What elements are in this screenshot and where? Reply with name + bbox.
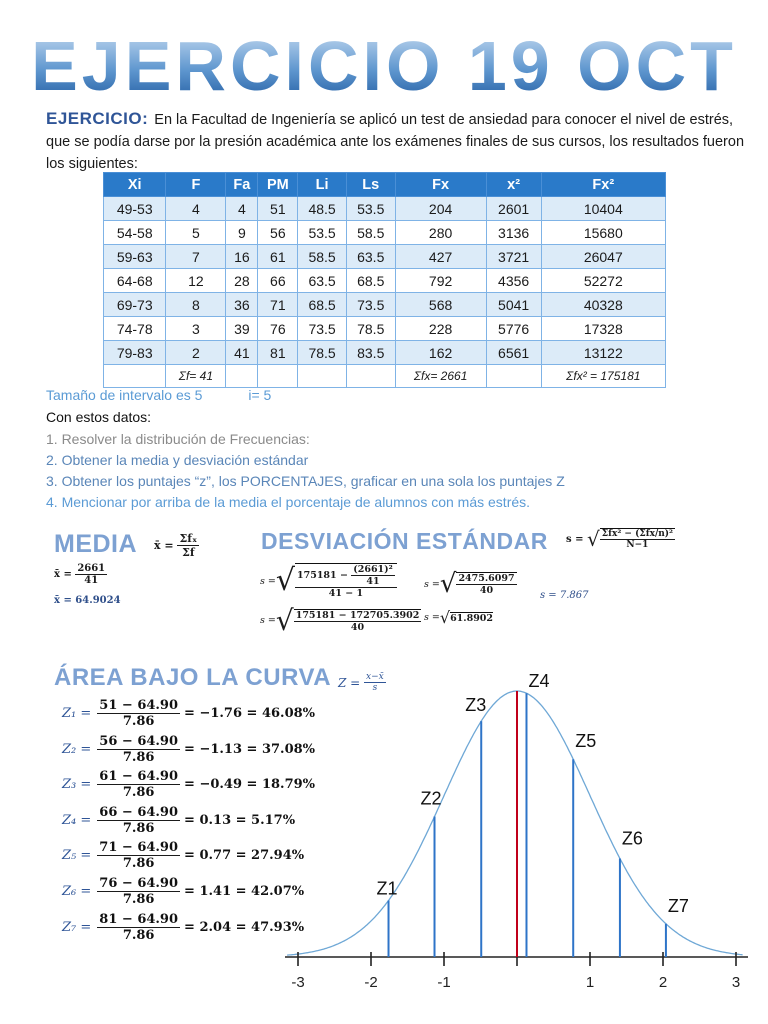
table-cell: 78.5 [298, 341, 347, 365]
table-header-cell: Fx² [541, 173, 665, 197]
instruction-item-4: 4. Mencionar por arriba de la media el porcentaje de alumnos con más estrés. [46, 494, 531, 510]
table-cell: 56 [258, 221, 298, 245]
media-result: x̄ = 64.9024 [54, 595, 121, 606]
table-cell: 54-58 [104, 221, 166, 245]
table-cell: 228 [395, 317, 486, 341]
table-cell: 73.5 [346, 293, 395, 317]
z-formula-num: x−x̄ [366, 672, 384, 682]
table-sum-cell: Σf= 41 [166, 365, 226, 388]
table-header-cell: Fa [226, 173, 258, 197]
z-result: = −1.76 = 46.08% [184, 705, 316, 721]
std-dev-step3: s = √ $\frac{175181 - 172705.3902}{40}$ [260, 604, 420, 637]
z-numerator: 56 − 64.90 [99, 733, 179, 749]
table-cell: 68.5 [346, 269, 395, 293]
interval-value: i= 5 [248, 387, 272, 403]
x-axis-tick-label: -1 [437, 974, 451, 991]
instruction-item-2: 2. Obtener la media y desviación estándar [46, 452, 309, 468]
table-cell: 64-68 [104, 269, 166, 293]
table-cell: 52272 [541, 269, 665, 293]
table-cell: 15680 [541, 221, 665, 245]
std-dev-step2-num: 2475.6097 [458, 573, 515, 584]
table-cell: 48.5 [298, 197, 347, 221]
z-score-label: Z1 [376, 878, 398, 899]
std-dev-step2: s = √ $\frac{2475.6097}{40}$ [424, 569, 515, 599]
table-cell: 66 [258, 269, 298, 293]
table-cell: 2 [166, 341, 226, 365]
table-cell: 74-78 [104, 317, 166, 341]
z-score-label: Z2 [420, 788, 442, 809]
media-step1-lhs: x̄ = [54, 569, 72, 580]
table-cell: 63.5 [298, 269, 347, 293]
area-header: ÁREA BAJO LA CURVA [54, 664, 332, 691]
z-label: Z₄ = [62, 812, 92, 828]
z-label: Z₂ = [62, 741, 92, 757]
z-denominator: 7.86 [122, 820, 155, 836]
table-cell: 4356 [486, 269, 541, 293]
table-cell: 36 [226, 293, 258, 317]
std-dev-step3-den: 40 [350, 621, 365, 633]
table-cell: 83.5 [346, 341, 395, 365]
z-formula-lhs: Z = [338, 675, 361, 690]
z-denominator: 7.86 [122, 713, 155, 729]
instructions-lead: Con estos datos: [46, 409, 152, 425]
std-dev-step3-num: 175181 − 172705.3902 [295, 609, 420, 621]
table-cell: 63.5 [346, 245, 395, 269]
table-cell: 204 [395, 197, 486, 221]
std-dev-step4-lhs: s = [424, 612, 440, 623]
table-cell: 4 [166, 197, 226, 221]
z-numerator: 61 − 64.90 [99, 768, 179, 784]
z-denominator: 7.86 [122, 927, 155, 943]
table-cell: 61 [258, 245, 298, 269]
z-formula-den: s [372, 683, 378, 693]
z-numerator: 51 − 64.90 [99, 697, 179, 713]
table-cell: 8 [166, 293, 226, 317]
table-cell: 41 [226, 341, 258, 365]
table-cell: 10404 [541, 197, 665, 221]
z-label: Z₁ = [62, 705, 92, 721]
table-cell: 51 [258, 197, 298, 221]
exercise-keyword: EJERCICIO: [46, 109, 149, 128]
z-denominator: 7.86 [122, 784, 155, 800]
table-cell: 280 [395, 221, 486, 245]
table-cell: 3 [166, 317, 226, 341]
table-sum-cell: Σfx² = 175181 [541, 365, 665, 388]
z-score-label: Z5 [575, 731, 597, 752]
std-dev-formula-lhs: s = [566, 533, 584, 545]
table-header-cell: x² [486, 173, 541, 197]
z-label: Z₃ = [62, 776, 92, 792]
z-denominator: 7.86 [122, 749, 155, 765]
z-score-label: Z6 [621, 828, 643, 849]
z-numerator: 76 − 64.90 [99, 875, 179, 891]
std-dev-step3-lhs: s = [260, 615, 276, 626]
table-header-cell: PM [258, 173, 298, 197]
intro-text: En la Facultad de Ingeniería se aplicó un test de ansiedad para conocer el nivel de estrés, que se podía darse por la presión académica ante los exámenes finales de sus cursos, los resultados fueron los siguientes: [46, 112, 745, 172]
x-axis-tick-label: -2 [364, 974, 378, 991]
std-dev-step4: s = √ 61.8902 [424, 608, 494, 627]
z-score-label: Z7 [667, 895, 689, 916]
table-cell: 5 [166, 221, 226, 245]
instruction-item-3: 3. Obtener los puntajes “z”, los PORCENTAJES, graficar en una sola los puntajes Z [46, 473, 565, 489]
table-cell: 40328 [541, 293, 665, 317]
table-header-cell: Li [298, 173, 347, 197]
table-cell: 7 [166, 245, 226, 269]
std-dev-step1-den: 41 − 1 [328, 588, 364, 599]
instruction-item-1: 1. Resolver la distribución de Frecuencias: [46, 431, 310, 447]
table-cell: 5041 [486, 293, 541, 317]
table-header-cell: Ls [346, 173, 395, 197]
table-cell: 26047 [541, 245, 665, 269]
z-result: = 0.13 = 5.17% [184, 812, 296, 828]
table-sum-cell: Σfx= 2661 [395, 365, 486, 388]
table-cell: 73.5 [298, 317, 347, 341]
table-header-cell: Fx [395, 173, 486, 197]
media-header: MEDIA [54, 530, 138, 558]
z-denominator: 7.86 [122, 855, 155, 871]
table-cell: 39 [226, 317, 258, 341]
std-dev-step1: s = √ 175181 − $\frac{\text{(2661)²}}{41}$ 41 − 1 [260, 563, 397, 599]
z-label: Z₇ = [62, 919, 92, 935]
table-cell: 68.5 [298, 293, 347, 317]
table-cell: 17328 [541, 317, 665, 341]
z-result: = −1.13 = 37.08% [184, 741, 316, 757]
z-result: = 0.77 = 27.94% [184, 847, 305, 863]
table-cell: 28 [226, 269, 258, 293]
std-dev-header: DESVIACIÓN ESTÁNDAR [261, 528, 548, 554]
table-cell: 2601 [486, 197, 541, 221]
x-axis-tick-label: -3 [291, 974, 305, 991]
table-cell: 78.5 [346, 317, 395, 341]
std-dev-step1-a: 175181 − [296, 570, 348, 581]
std-dev-formula: s = √ $\frac{\text{Σfx² − (Σfx/n)²}}{N-1}$ [566, 527, 673, 551]
z-label: Z₅ = [62, 847, 92, 863]
table-cell: 9 [226, 221, 258, 245]
table-cell: 76 [258, 317, 298, 341]
table-cell: 53.5 [298, 221, 347, 245]
table-cell: 59-63 [104, 245, 166, 269]
std-dev-step2-lhs: s = [424, 578, 440, 590]
std-dev-step1-b: (2661)² [353, 564, 393, 575]
z-score-label: Z4 [528, 671, 550, 692]
std-dev-step1-c: 41 [366, 576, 380, 587]
std-dev-result-text: s = 7.867 [540, 590, 589, 601]
x-axis-tick-label: 3 [731, 974, 741, 991]
media-formula-lhs: x̄ = [154, 539, 174, 552]
table-cell: 16 [226, 245, 258, 269]
std-dev-step2-den: 40 [479, 585, 494, 596]
z-numerator: 81 − 64.90 [99, 911, 179, 927]
x-axis-tick-label: 2 [658, 974, 668, 991]
table-cell: 69-73 [104, 293, 166, 317]
table-cell: 49-53 [104, 197, 166, 221]
z-score-label: Z3 [465, 695, 487, 716]
z-denominator: 7.86 [122, 891, 155, 907]
table-cell: 792 [395, 269, 486, 293]
z-result: = 1.41 = 42.07% [184, 883, 305, 899]
media-step1-num: 2661 [77, 563, 106, 574]
table-header-cell: F [166, 173, 226, 197]
interval-text: Tamaño de intervalo es 5 [46, 387, 203, 403]
table-cell: 79-83 [104, 341, 166, 365]
media-formula-den: Σf [182, 546, 195, 559]
table-cell: 81 [258, 341, 298, 365]
table-cell: 5776 [486, 317, 541, 341]
std-dev-step1-lhs: s = [260, 575, 276, 587]
z-result: = 2.04 = 47.93% [184, 919, 305, 935]
table-cell: 58.5 [298, 245, 347, 269]
media-formula-num: Σfₓ [179, 532, 198, 545]
table-cell: 3136 [486, 221, 541, 245]
x-axis-tick-label: 1 [585, 974, 595, 991]
std-dev-formula-den: N−1 [626, 540, 649, 550]
std-dev-formula-body: Σfx² − (Σfx/n)² [601, 529, 673, 539]
z-numerator: 66 − 64.90 [99, 804, 179, 820]
z-result: = −0.49 = 18.79% [184, 776, 316, 792]
table-cell: 13122 [541, 341, 665, 365]
table-cell: 12 [166, 269, 226, 293]
table-cell: 4 [226, 197, 258, 221]
table-header-cell: Xi [104, 173, 166, 197]
z-numerator: 71 − 64.90 [99, 839, 179, 855]
table-cell: 58.5 [346, 221, 395, 245]
table-cell: 6561 [486, 341, 541, 365]
table-cell: 162 [395, 341, 486, 365]
std-dev-step4-val: 61.8902 [450, 612, 494, 624]
page-title: EJERCICIO 19 OCT [31, 27, 737, 102]
table-cell: 3721 [486, 245, 541, 269]
z-label: Z₆ = [62, 883, 92, 899]
table-cell: 427 [395, 245, 486, 269]
media-step1-den: 41 [84, 575, 99, 586]
table-cell: 71 [258, 293, 298, 317]
table-cell: 568 [395, 293, 486, 317]
table-cell: 53.5 [346, 197, 395, 221]
